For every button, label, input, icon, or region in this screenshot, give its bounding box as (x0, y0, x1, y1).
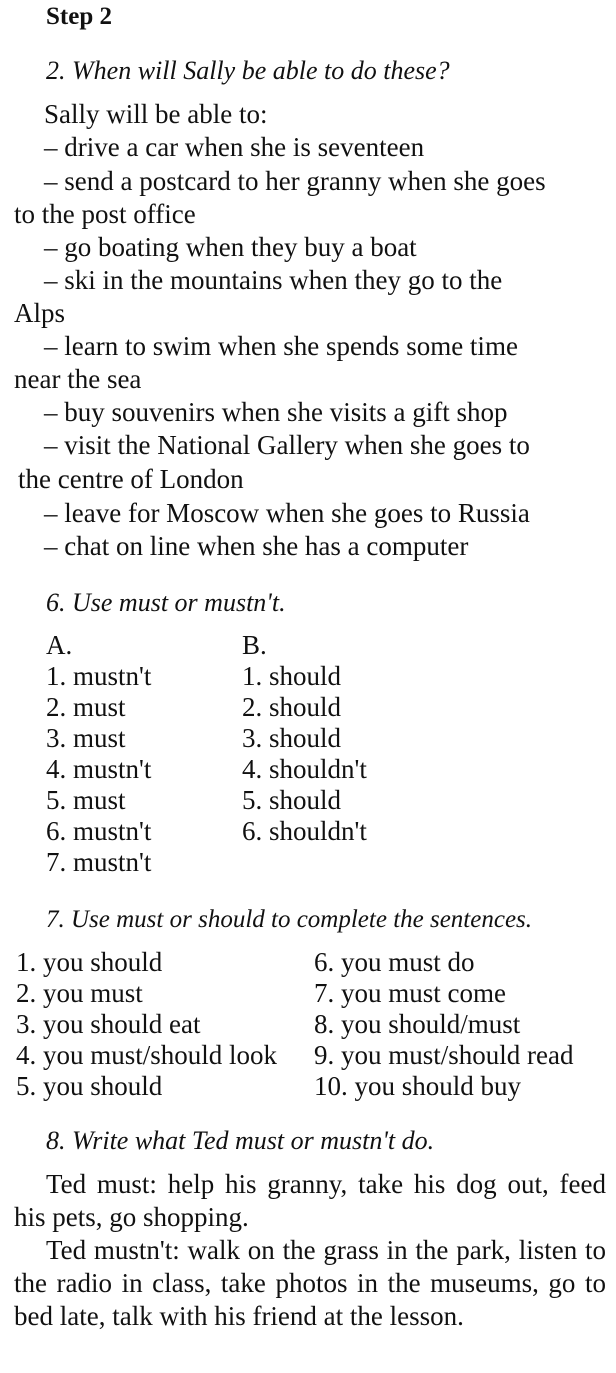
exercise-2-line: near the sea (14, 364, 142, 394)
column-b-answer: 2. should (242, 692, 342, 722)
exercise-2-line: – chat on line when she has a computer (44, 531, 469, 561)
exercise-2-line: – drive a car when she is seventeen (44, 132, 425, 162)
exercise-2-line: – go boating when they buy a boat (44, 232, 417, 262)
exercise-2-line: the centre of London (18, 464, 244, 494)
column-a-answer: 7. mustn't (46, 847, 152, 877)
exercise-2-intro: Sally will be able to: (44, 99, 268, 129)
exercise-7-answer: 7. you must come (314, 978, 506, 1008)
exercise-7-answer: 3. you should eat (16, 1009, 201, 1039)
exercise-7-answer: 6. you must do (314, 947, 475, 977)
exercise-2-line: – leave for Moscow when she goes to Russia (44, 498, 530, 528)
column-b-answer: 6. shouldn't (242, 816, 367, 846)
exercise-2-line: – visit the National Gallery when she goes to (44, 430, 530, 460)
ted-must-paragraph: Ted must: help his granny, take his dog out, feed his pets, go shopping. (14, 1169, 606, 1232)
step-title: Step 2 (46, 3, 112, 30)
column-a-answer: 2. must (46, 692, 126, 722)
column-b-answer: 3. should (242, 723, 342, 753)
column-a-answer: 4. mustn't (46, 754, 152, 784)
exercise-2-heading: 2. When will Sally be able to do these? (46, 56, 450, 85)
exercise-2-line: – learn to swim when she spends some time (44, 331, 518, 361)
exercise-6-column-b (242, 630, 367, 847)
ted-mustnt-paragraph: Ted mustn't: walk on the grass in the park, listen to the radio in class, take photos in the museums, go to bed late, talk with his friend at the lesson. (14, 1235, 606, 1331)
exercise-7-right-column (314, 947, 573, 1102)
exercise-2-line: – ski in the mountains when they go to the (44, 265, 503, 295)
column-b-answer: 1. should (242, 661, 342, 691)
exercise-7-answer: 1. you should (16, 947, 163, 977)
exercise-7-answer: 8. you should/must (314, 1009, 521, 1039)
exercise-2-line: Alps (14, 298, 66, 328)
exercise-7-answer: 4. you must/should look (16, 1040, 278, 1070)
exercise-7-left-column (16, 947, 277, 1102)
column-b-label: B. (242, 630, 267, 660)
exercise-6-heading: 6. Use must or mustn't. (46, 588, 286, 617)
exercise-7-answer: 10. you should buy (314, 1071, 522, 1101)
exercise-2-line: to the post office (14, 199, 196, 229)
exercise-8-text (14, 1168, 606, 1333)
column-a-answer: 1. mustn't (46, 661, 152, 691)
exercise-2-line: – send a postcard to her granny when she goes (44, 166, 546, 196)
exercise-2-line: – buy souvenirs when she visits a gift shop (44, 397, 508, 427)
column-a-answer: 3. must (46, 723, 126, 753)
exercise-6-column-a (46, 630, 151, 878)
column-a-answer: 5. must (46, 785, 126, 815)
exercise-7-answer: 9. you must/should read (314, 1040, 574, 1070)
column-a-answer: 6. mustn't (46, 816, 152, 846)
column-a-label: A. (46, 630, 73, 660)
exercise-7-answer: 2. you must (16, 978, 143, 1008)
exercise-7-answer: 5. you should (16, 1071, 163, 1101)
column-b-answer: 5. should (242, 785, 342, 815)
exercise-7-heading: 7. Use must or should to complete the sentences. (46, 906, 533, 933)
exercise-8-heading: 8. Write what Ted must or mustn't do. (46, 1126, 435, 1155)
column-b-answer: 4. shouldn't (242, 754, 367, 784)
